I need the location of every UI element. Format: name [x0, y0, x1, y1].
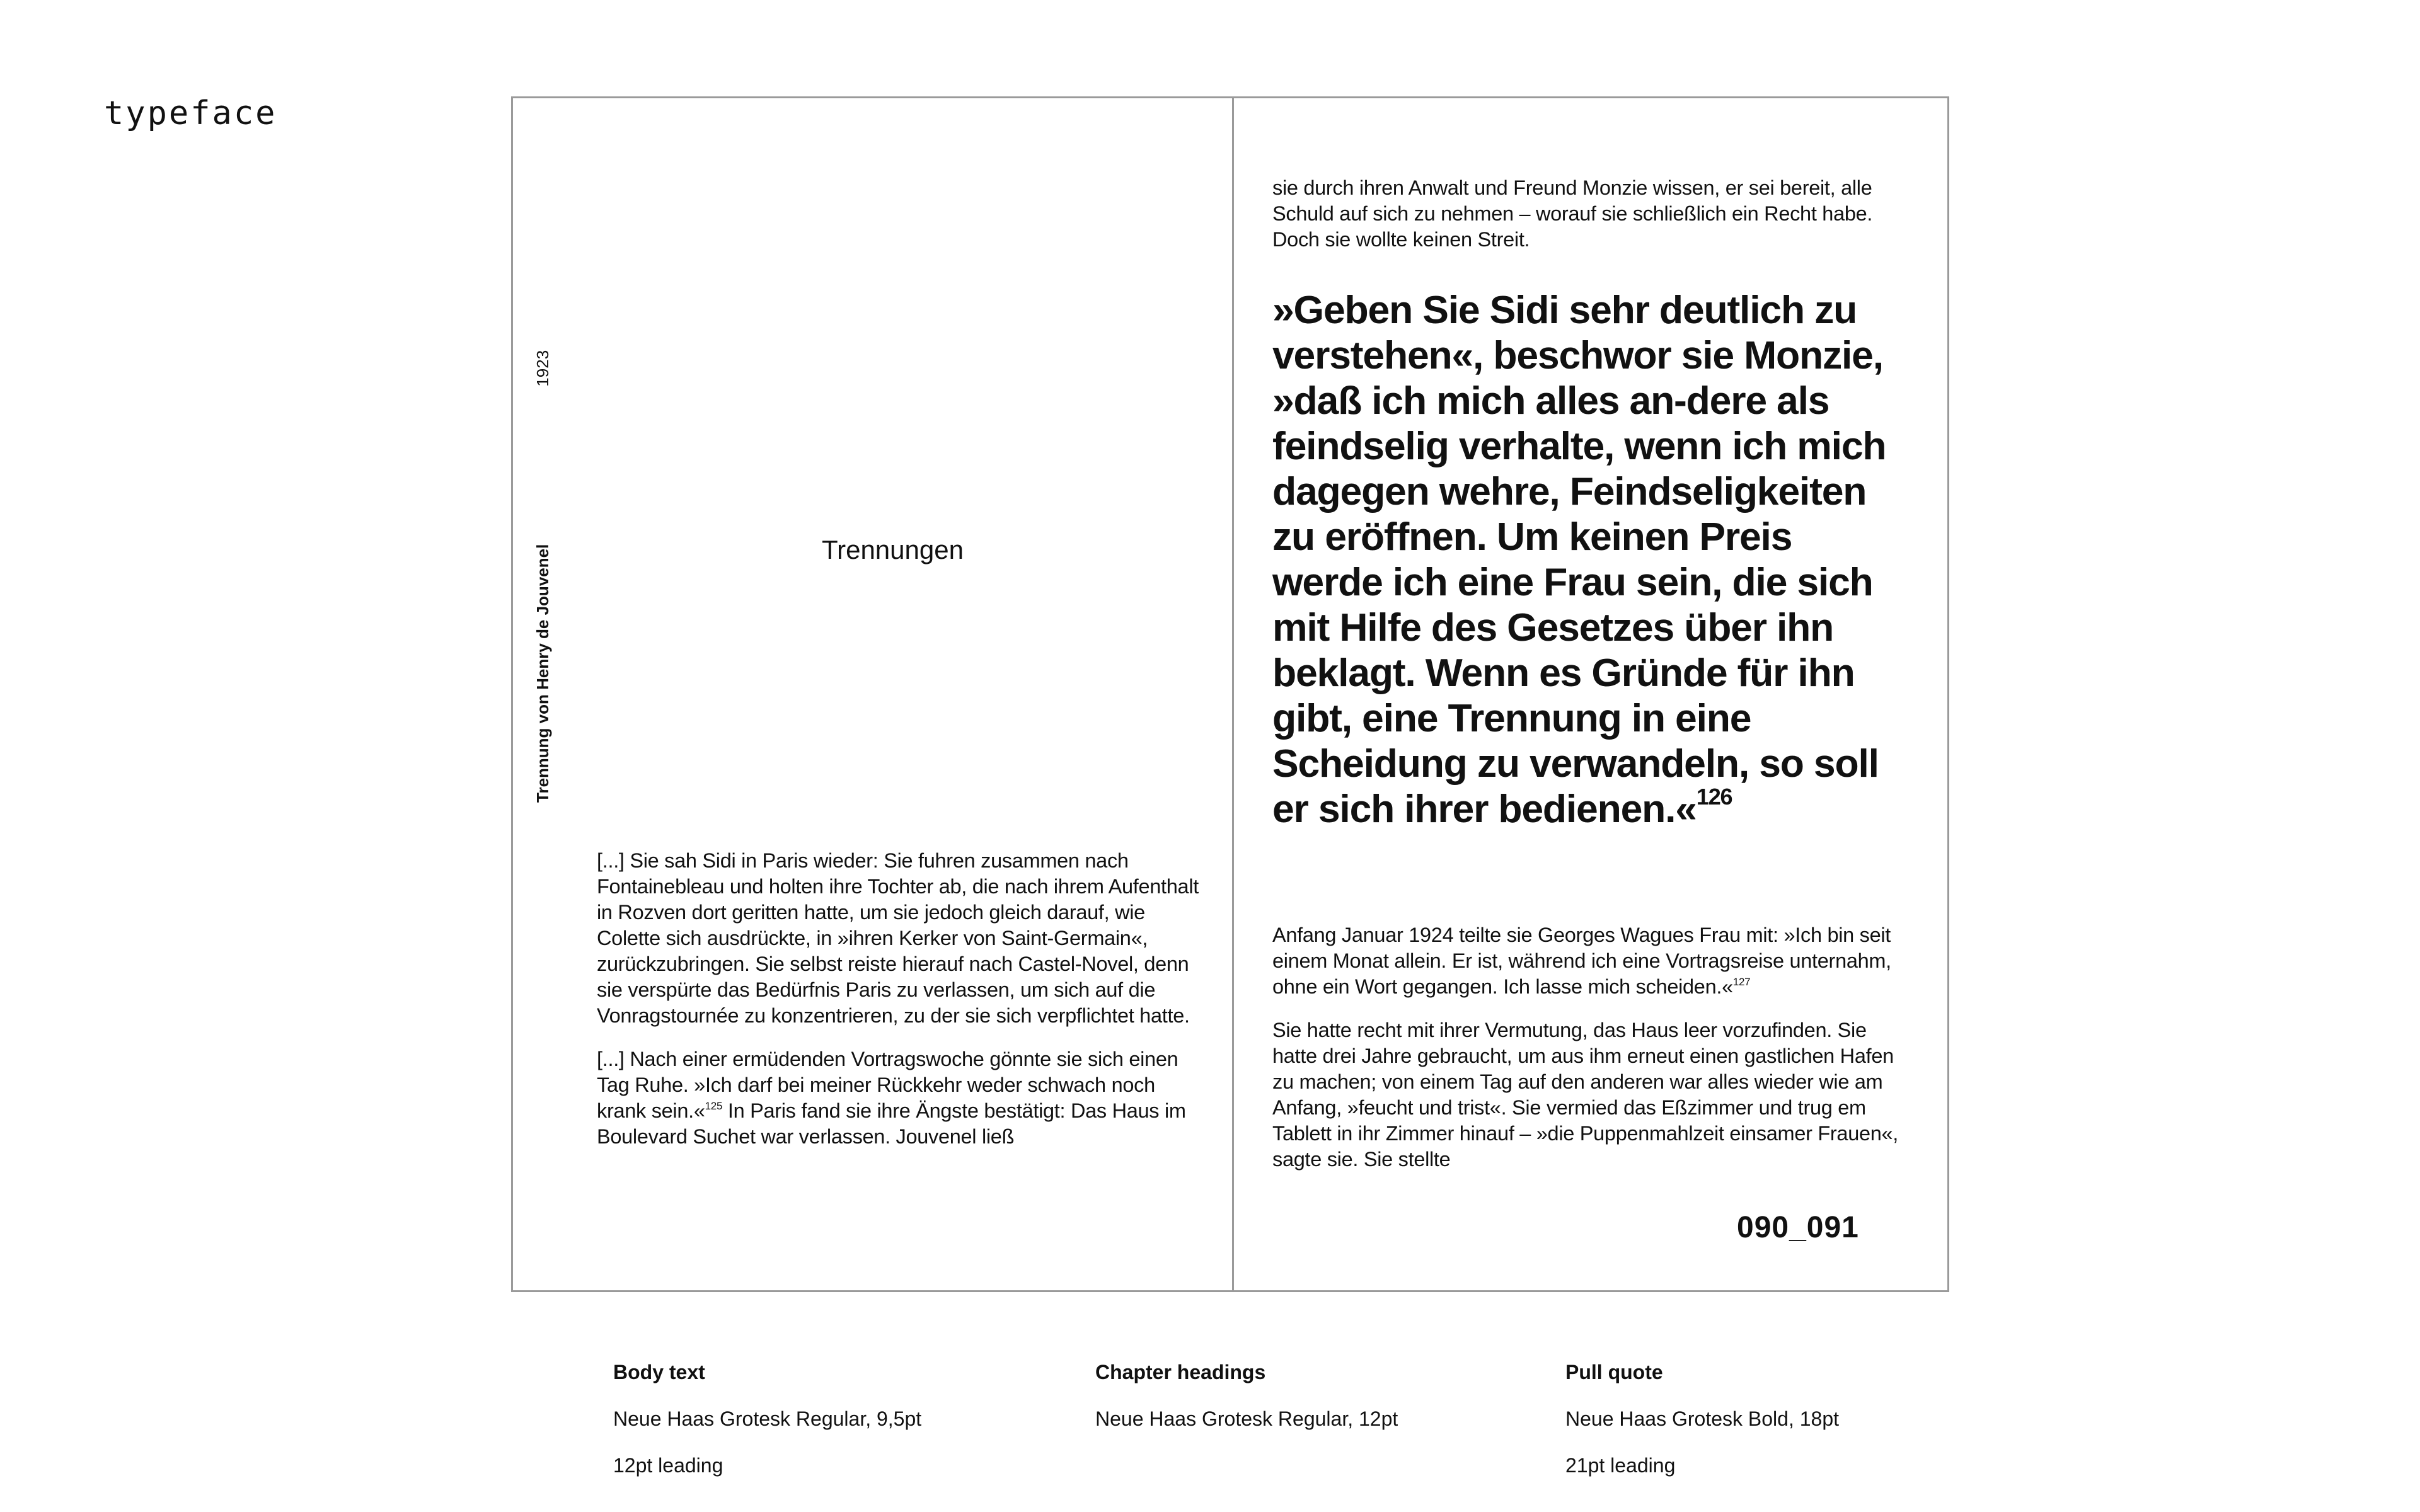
spec-font: Neue Haas Grotesk Regular, 9,5pt — [613, 1407, 922, 1430]
spec-pull-quote — [1565, 1361, 1839, 1501]
spec-leading — [1095, 1454, 1398, 1501]
chapter-heading: Trennungen — [822, 535, 964, 564]
spec-font: Neue Haas Grotesk Bold, 18pt — [1565, 1407, 1840, 1430]
spec-leading: 21pt leading — [1565, 1454, 1676, 1477]
footnote-ref: 125 — [705, 1100, 723, 1112]
spec-body-text — [613, 1361, 921, 1501]
body-paragraph: sie durch ihren Anwalt und Freund Monzie wissen, er sei bereit, alle Schuld auf sich zu nehmen – worauf sie schließlich ein Recht habe. Doch sie wollte keinen Streit. — [1272, 176, 1873, 251]
spine-divider — [1232, 98, 1234, 1290]
right-page-intro — [1272, 175, 1903, 270]
body-paragraph: [...] Sie sah Sidi in Paris wieder: Sie fuhren zusammen nach Fontainebleau und holten ihre Tochter ab, die nach ihrem Aufenthalt in Rozven dort geritten hatte, um sie jedoch gleich darauf, wie Colette sich ausdrückte, in »ihren Kerker von Saint-Germain«, zurückzubringen. Sie selbst reiste hierauf nach Castel-Novel, denn sie verspürte das Bedürfnis Paris zu verlassen, um sich auf die Vonragstournée zu konzentrieren, zu der sie sich verpflichtet hatte. — [597, 849, 1199, 1027]
running-head-title: Trennung von Henry de Jouvenel — [533, 544, 552, 803]
spec-heading: Chapter headings — [1095, 1361, 1266, 1383]
running-head — [533, 350, 553, 803]
body-paragraph: Anfang Januar 1924 teilte sie Georges Wagues Frau mit: »Ich bin seit einem Monat allein. Er ist, während ich eine Vortragsreise unternahm, ohne ein Wort gegangen. Ich lasse mich scheiden.«$^{127}$ — [1272, 924, 1891, 998]
footnote-ref: 126 — [1696, 784, 1732, 810]
body-paragraph: Sie hatte recht mit ihrer Vermutung, das Haus leer vorzufinden. Sie hatte drei Jahre gebraucht, um aus ihm erneut einen gastlichen Hafen zu machen; von einem Tag auf den anderen war alles wieder wie am Anfang, »feucht und trist«. Sie vermied das Eßzimmer und trug em Tablett in ihr Zimmer hinauf – »die Puppenmahlzeit einsamer Frauen«, sagte sie. Sie stellte — [1272, 1019, 1899, 1171]
spec-leading: 12pt leading — [613, 1454, 723, 1477]
spec-heading: Pull quote — [1565, 1361, 1663, 1383]
spec-heading: Body text — [613, 1361, 705, 1383]
body-paragraph: [...] Nach einer ermüdenden Vortragswoche gönnte sie sich einen Tag Ruhe. »Ich darf bei meiner Rückkehr weder schwach noch krank sein.«$^{125}$ In Paris fand sie ihre Ängste bestätigt: Das Haus im Boulevard Suchet war verlassen. Jouvenel ließ — [597, 1048, 1186, 1148]
page-numbers: 090_091 — [1737, 1211, 1859, 1244]
book-spread — [511, 96, 1949, 1292]
pull-quote-text: »Geben Sie Sidi sehr deutlich zu verstehen«, beschwor sie Monzie, »daß ich mich alles an-dere als feindselig verhalte, wenn ich mich dagegen wehre, Feindseligkeiten zu eröffnen. Um keinen Preis werde ich eine Frau sein, die sich mit Hilfe des Gesetzes über ihn beklagt. Wenn es Gründe für ihn gibt, eine Trennung in eine Scheidung zu verwandeln, so soll er sich ihrer bedienen.« — [1272, 288, 1886, 831]
pull-quote — [1272, 287, 1890, 832]
footnote-ref: 127 — [1732, 976, 1751, 988]
running-head-year: 1923 — [533, 350, 552, 387]
brand-wordmark: typeface — [104, 94, 277, 132]
right-page-body — [1272, 922, 1903, 1190]
left-page-body — [597, 848, 1208, 1167]
spec-font: Neue Haas Grotesk Regular, 12pt — [1095, 1407, 1398, 1430]
spec-chapter-headings — [1095, 1361, 1398, 1501]
